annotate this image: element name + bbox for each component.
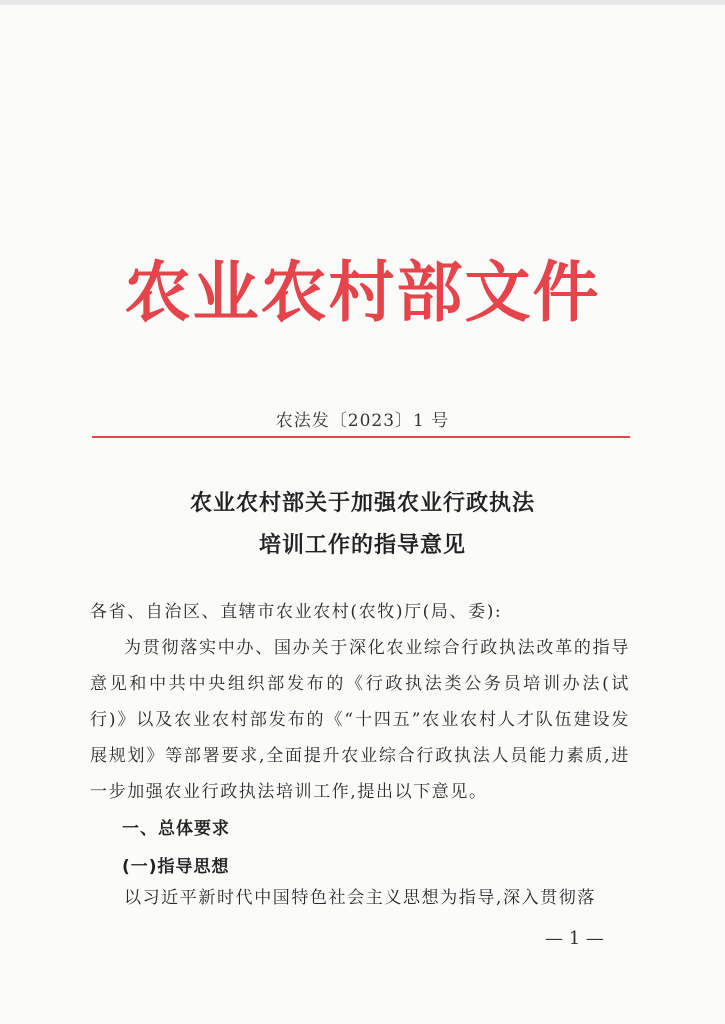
scan-edge xyxy=(0,0,725,5)
subsection-heading-1: (一)指导思想 xyxy=(122,857,230,877)
document-number: 农法发〔2023〕1 号 xyxy=(275,411,450,431)
document-title-line-1: 农业农村部关于加强农业行政执法 xyxy=(189,490,535,516)
red-divider-line xyxy=(92,436,630,438)
section-heading-1: 一、总体要求 xyxy=(122,819,230,839)
body-paragraph-2: 以习近平新时代中国特色社会主义思想为指导,深入贯彻落 xyxy=(124,888,597,908)
salutation: 各省、自治区、直辖市农业农村(农牧)厅(局、委): xyxy=(90,602,503,622)
document-title-line-2: 培训工作的指导意见 xyxy=(258,532,466,558)
body-paragraph-1: 为贯彻落实中办、国办关于深化农业综合行政执法改革的指导意见和中共中央组织部发布的《行政执法类公务员培训办法(试行)》以及农业农村部发布的《“十四五”农业农村人才队伍建设发展规划》等部署要求,全面提升农业综合行政执法人员能力素质,进一步加强农业行政执法培训工作,提出以下意见。 xyxy=(90,638,630,802)
page-number: — 1 — xyxy=(545,928,604,949)
masthead-title: 农业农村部文件 xyxy=(124,253,601,331)
